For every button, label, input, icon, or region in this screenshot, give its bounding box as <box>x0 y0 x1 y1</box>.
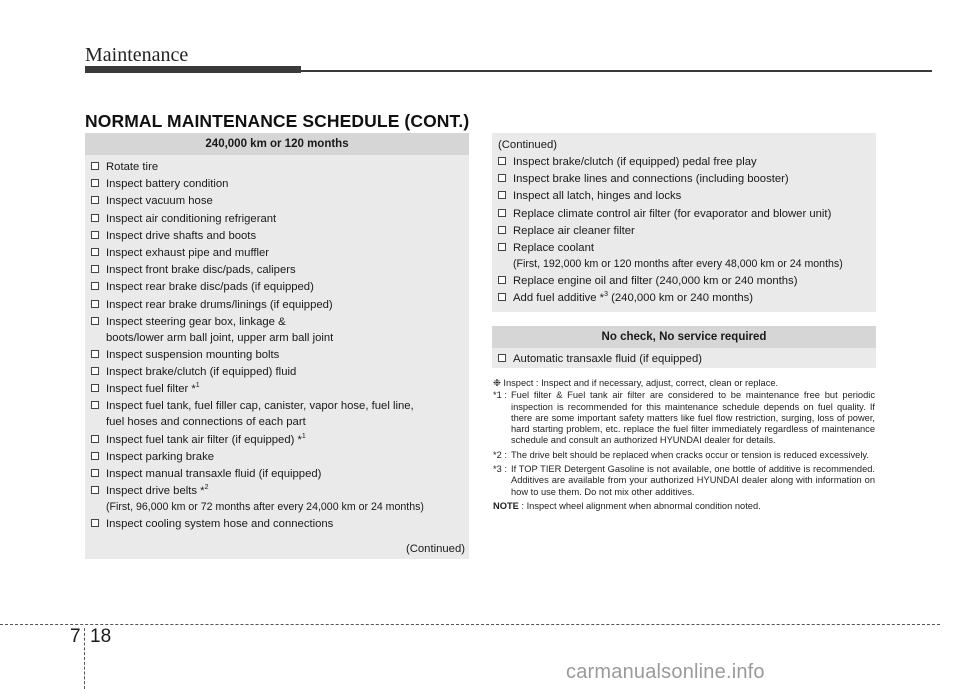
no-check-item-list <box>492 348 876 367</box>
item-text: Inspect steering gear box, linkage & <box>106 315 286 328</box>
checklist-item <box>89 193 465 209</box>
checklist-item <box>89 279 465 295</box>
item-text: Automatic transaxle fluid (if equipped) <box>513 353 703 365</box>
checklist-item <box>496 154 872 170</box>
item-text: Inspect rear brake disc/pads (if equipped) <box>106 281 314 294</box>
checkbox-icon <box>91 179 99 187</box>
checklist-item <box>89 314 465 346</box>
checkbox-icon <box>91 435 99 443</box>
item-text: Inspect fuel tank, fuel filler cap, canister, vapor hose, fuel line, <box>106 400 414 413</box>
checklist-item <box>89 262 465 278</box>
watermark: carmanualsonline.info <box>566 661 765 683</box>
checkbox-icon <box>498 354 506 362</box>
checkbox-icon <box>91 486 99 494</box>
item-text: Rotate tire <box>106 161 159 173</box>
item-detail: fuel hoses and connections of each part <box>106 416 306 429</box>
item-text: Inspect drive shafts and boots <box>106 229 257 242</box>
checklist-item <box>496 223 872 239</box>
checklist-item <box>496 188 872 204</box>
checklist-item <box>496 206 872 222</box>
checkbox-icon <box>498 157 506 165</box>
checklist-item <box>89 449 465 465</box>
item-text: Inspect front brake disc/pads, calipers <box>106 264 296 277</box>
checklist-item <box>89 516 465 532</box>
item-text: Replace air cleaner filter <box>513 224 635 237</box>
checkbox-icon <box>91 401 99 409</box>
item-text: Inspect exhaust pipe and muffler <box>106 246 270 259</box>
header-rule <box>301 70 932 72</box>
item-text: Add fuel additive * <box>513 292 605 305</box>
footnote-3-text: If TOP TIER Detergent Gasoline is not available, one bottle of additive is recommended. Additives are available from your authorized HYUNDAI dealer along with information on how to use them. Do not mix other additives. <box>511 464 875 497</box>
continued-label: (Continued) <box>405 543 465 555</box>
checklist-item <box>496 351 872 367</box>
item-text: Replace climate control air filter (for evaporator and blower unit) <box>513 207 832 220</box>
section-title: NORMAL MAINTENANCE SCHEDULE (CONT.) <box>85 111 470 131</box>
checkbox-icon <box>91 282 99 290</box>
footnote-2 <box>493 450 875 461</box>
note-label: NOTE <box>493 500 519 511</box>
checkbox-icon <box>498 243 506 251</box>
checkbox-icon <box>91 350 99 358</box>
footnote-ref: 2 <box>204 484 209 492</box>
footnote-1 <box>493 390 875 446</box>
footnote-1-text: Fuel filter & Fuel tank air filter are considered to be maintenance free but periodic inspection is recommended for this maintenance schedule depends on fuel quality. If there are some important safety matters like fuel flow restriction, surging, loss of power, hard starting problem, etc. replace the fuel filter immediately regardless of maintenance schedule and consult an authorized HYUNDAI dealer for details. <box>511 390 875 446</box>
checklist-item <box>496 290 872 306</box>
item-text: Inspect manual transaxle fluid (if equipped) <box>106 468 322 480</box>
checklist-item <box>89 297 465 313</box>
continued-label-top: (Continued) <box>498 139 558 151</box>
footnote-ref: 1 <box>301 432 306 440</box>
chapter-number: 7 <box>70 626 81 647</box>
checkbox-icon <box>498 226 506 234</box>
item-text: Inspect drive belts * <box>106 485 205 498</box>
item-text: Inspect parking brake <box>106 450 215 463</box>
checkbox-icon <box>91 367 99 375</box>
item-text: Inspect brake lines and connections (including booster) <box>513 173 789 186</box>
checkbox-icon <box>498 174 506 182</box>
no-check-heading: No check, No service required <box>492 326 876 348</box>
checklist-item <box>89 381 465 397</box>
checkbox-icon <box>91 248 99 256</box>
checkbox-icon <box>91 384 99 392</box>
item-text: Inspect battery condition <box>106 178 229 191</box>
footnote-2-text: The drive belt should be replaced when cracks occur or tension is reduced excessively. <box>511 449 869 460</box>
checklist-item <box>496 240 872 272</box>
checkbox-icon <box>91 469 99 477</box>
checklist-item <box>89 347 465 363</box>
interval-heading: 240,000 km or 120 months <box>85 133 469 155</box>
checkbox-icon <box>498 191 506 199</box>
checklist-item <box>89 211 465 227</box>
item-text: Inspect brake/clutch (if equipped) fluid <box>106 366 297 379</box>
header-bar <box>85 66 301 73</box>
footnote-3-mark: *3 : <box>493 464 507 475</box>
checklist-item <box>89 398 465 430</box>
item-text: Inspect fuel tank air filter (if equipped) * <box>106 433 302 446</box>
left-schedule-panel <box>85 133 469 559</box>
left-item-list <box>85 155 469 532</box>
footnote-ref: 1 <box>195 382 200 390</box>
checklist-item <box>89 159 465 175</box>
checklist-item <box>496 273 872 289</box>
footer-divider <box>84 628 85 689</box>
item-text: Inspect vacuum hose <box>106 195 213 208</box>
item-text: Inspect suspension mounting bolts <box>106 348 280 361</box>
checkbox-icon <box>91 317 99 325</box>
footnotes <box>493 378 875 512</box>
right-schedule-panel <box>492 133 876 312</box>
checkbox-icon <box>91 231 99 239</box>
checklist-item <box>89 364 465 380</box>
checkbox-icon <box>91 452 99 460</box>
footnote-2-mark: *2 : <box>493 449 507 460</box>
footnote-3 <box>493 464 875 498</box>
checkbox-icon <box>498 293 506 301</box>
right-item-list <box>492 154 876 306</box>
item-text: Replace engine oil and filter (240,000 km or 240 months) <box>513 275 798 288</box>
checklist-item <box>89 176 465 192</box>
checkbox-icon <box>91 214 99 222</box>
checklist-item <box>89 432 465 448</box>
item-detail: (First, 192,000 km or 120 months after every 48,000 km or 24 months) <box>513 257 843 270</box>
item-detail: boots/lower arm ball joint, upper arm ball joint <box>106 331 334 344</box>
page-number: 18 <box>90 626 112 647</box>
checklist-item <box>89 245 465 261</box>
checklist-item <box>89 228 465 244</box>
checkbox-icon <box>91 519 99 527</box>
item-text: Inspect fuel filter * <box>106 383 196 396</box>
footer-rule <box>0 624 940 625</box>
footnote-ref: 3 <box>604 291 608 299</box>
chapter-title: Maintenance <box>85 44 189 66</box>
inspect-note: ❉ Inspect : Inspect and if necessary, adjust, correct, clean or replace. <box>493 378 779 388</box>
checkbox-icon <box>498 209 506 217</box>
item-tail: (240,000 km or 240 months) <box>607 292 754 305</box>
checkbox-icon <box>91 162 99 170</box>
checkbox-icon <box>91 300 99 308</box>
item-text: Inspect air conditioning refrigerant <box>106 212 277 225</box>
item-text: Inspect rear brake drums/linings (if equipped) <box>106 298 333 311</box>
checklist-item <box>496 171 872 187</box>
no-check-panel <box>492 326 876 368</box>
note-text: : Inspect wheel alignment when abnormal condition noted. <box>518 500 761 511</box>
item-text: Inspect cooling system hose and connections <box>106 518 334 531</box>
item-text: Inspect brake/clutch (if equipped) pedal free play <box>513 156 757 168</box>
item-text: Replace coolant <box>513 241 595 254</box>
item-detail: (First, 96,000 km or 72 months after every 24,000 km or 24 months) <box>106 501 424 514</box>
item-text: Inspect all latch, hinges and locks <box>513 190 682 203</box>
checkbox-icon <box>91 196 99 204</box>
note-line <box>493 501 875 512</box>
checklist-item <box>89 483 465 515</box>
checkbox-icon <box>498 276 506 284</box>
footnote-1-mark: *1 : <box>493 390 507 401</box>
checklist-item <box>89 466 465 482</box>
checkbox-icon <box>91 265 99 273</box>
